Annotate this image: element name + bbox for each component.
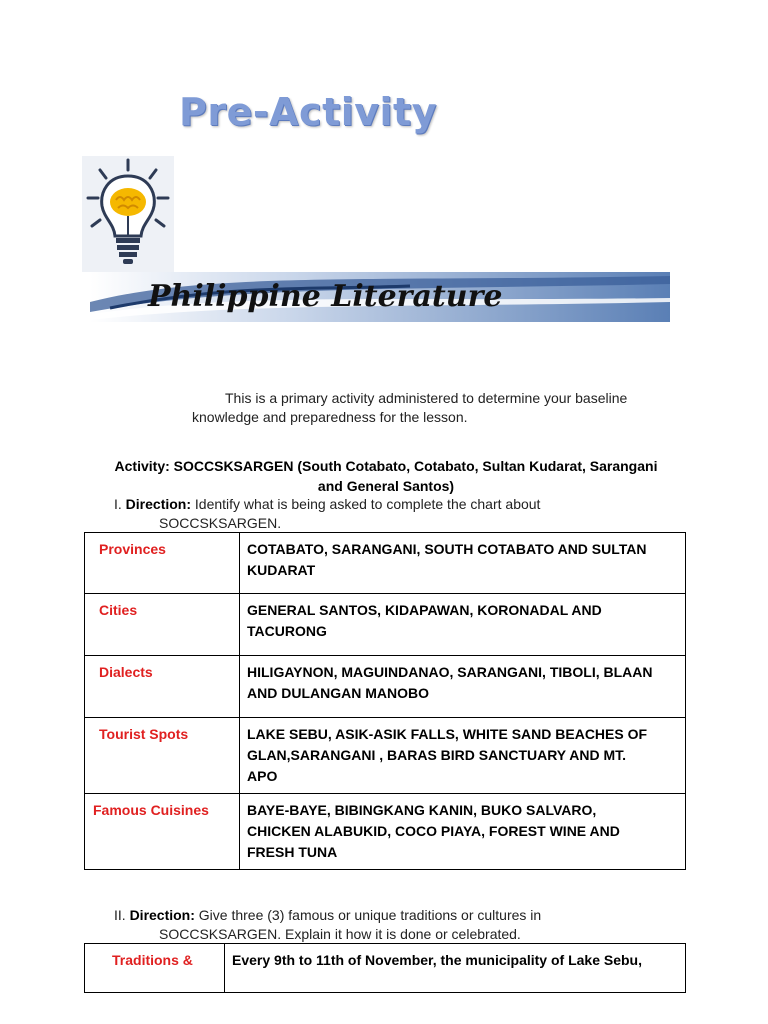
value-line: COTABATO, SARANGANI, SOUTH COTABATO AND SULTAN	[247, 541, 647, 557]
intro-paragraph	[192, 389, 692, 427]
direction-1	[114, 495, 540, 533]
direction-label: Direction:	[125, 496, 192, 512]
table-row	[85, 533, 686, 594]
value-line: CHICKEN ALABUKID, COCO PIAYA, FOREST WINE AND	[247, 823, 620, 839]
table-row	[85, 718, 686, 794]
row-value	[240, 718, 686, 794]
value-line: KUDARAT	[247, 562, 316, 578]
traditions-table	[84, 943, 686, 993]
direction-2	[114, 906, 541, 944]
lightbulb-brain-icon	[82, 156, 174, 272]
value-line: AND DULANGAN MANOBO	[247, 685, 429, 701]
activity-heading	[86, 456, 686, 496]
row-value	[240, 656, 686, 718]
row-label: Dialects	[85, 656, 240, 718]
direction-prefix: II.	[114, 907, 130, 923]
direction-label: Direction:	[129, 907, 195, 923]
intro-line: knowledge and preparedness for the lesson.	[192, 409, 468, 425]
value-line: TACURONG	[247, 623, 327, 639]
value-line: BAYE-BAYE, BIBINGKANG KANIN, BUKO SALVARO,	[247, 802, 597, 818]
value-line: HILIGAYNON, MAGUINDANAO, SARANGANI, TIBOLI, BLAAN	[247, 664, 653, 680]
value-line: LAKE SEBU, ASIK-ASIK FALLS, WHITE SAND BEACHES OF	[247, 726, 648, 742]
table-row	[85, 656, 686, 718]
row-label: Cities	[85, 594, 240, 656]
activity-line: and General Santos)	[317, 478, 455, 494]
banner-text: Philippine Literature	[148, 279, 503, 314]
intro-line: This is a primary activity administered to determine your baseline	[225, 390, 628, 406]
row-value	[240, 794, 686, 870]
row-value	[240, 533, 686, 594]
philippine-literature-banner	[90, 272, 670, 322]
row-value	[240, 594, 686, 656]
direction-text: SOCCSKSARGEN. Explain it how it is done or celebrated.	[159, 926, 521, 942]
direction-text: Identify what is being asked to complete the chart about	[191, 496, 541, 512]
row-label: Famous Cuisines	[85, 794, 240, 870]
row-label: Traditions &	[85, 944, 225, 993]
activity-line: Activity: SOCCSKSARGEN (South Cotabato, Cotabato, Sultan Kudarat, Sarangani	[114, 458, 658, 474]
table-row	[85, 944, 686, 993]
direction-text: SOCCSKSARGEN.	[159, 515, 282, 531]
soccsksargen-chart	[84, 532, 686, 870]
value-line: GENERAL SANTOS, KIDAPAWAN, KORONADAL AND	[247, 602, 602, 618]
table-row	[85, 594, 686, 656]
value-line: FRESH TUNA	[247, 844, 338, 860]
row-value: Every 9th to 11th of November, the municipality of Lake Sebu,	[225, 944, 686, 993]
table-row	[85, 794, 686, 870]
value-line: GLAN,SARANGANI , BARAS BIRD SANCTUARY AND MT.	[247, 747, 627, 763]
page-title: Pre-Activity	[179, 90, 437, 134]
row-label: Tourist Spots	[85, 718, 240, 794]
direction-text: Give three (3) famous or unique traditions or cultures in	[194, 907, 542, 923]
value-line: APO	[247, 768, 278, 784]
direction-prefix: I.	[114, 496, 126, 512]
row-label: Provinces	[85, 533, 240, 594]
